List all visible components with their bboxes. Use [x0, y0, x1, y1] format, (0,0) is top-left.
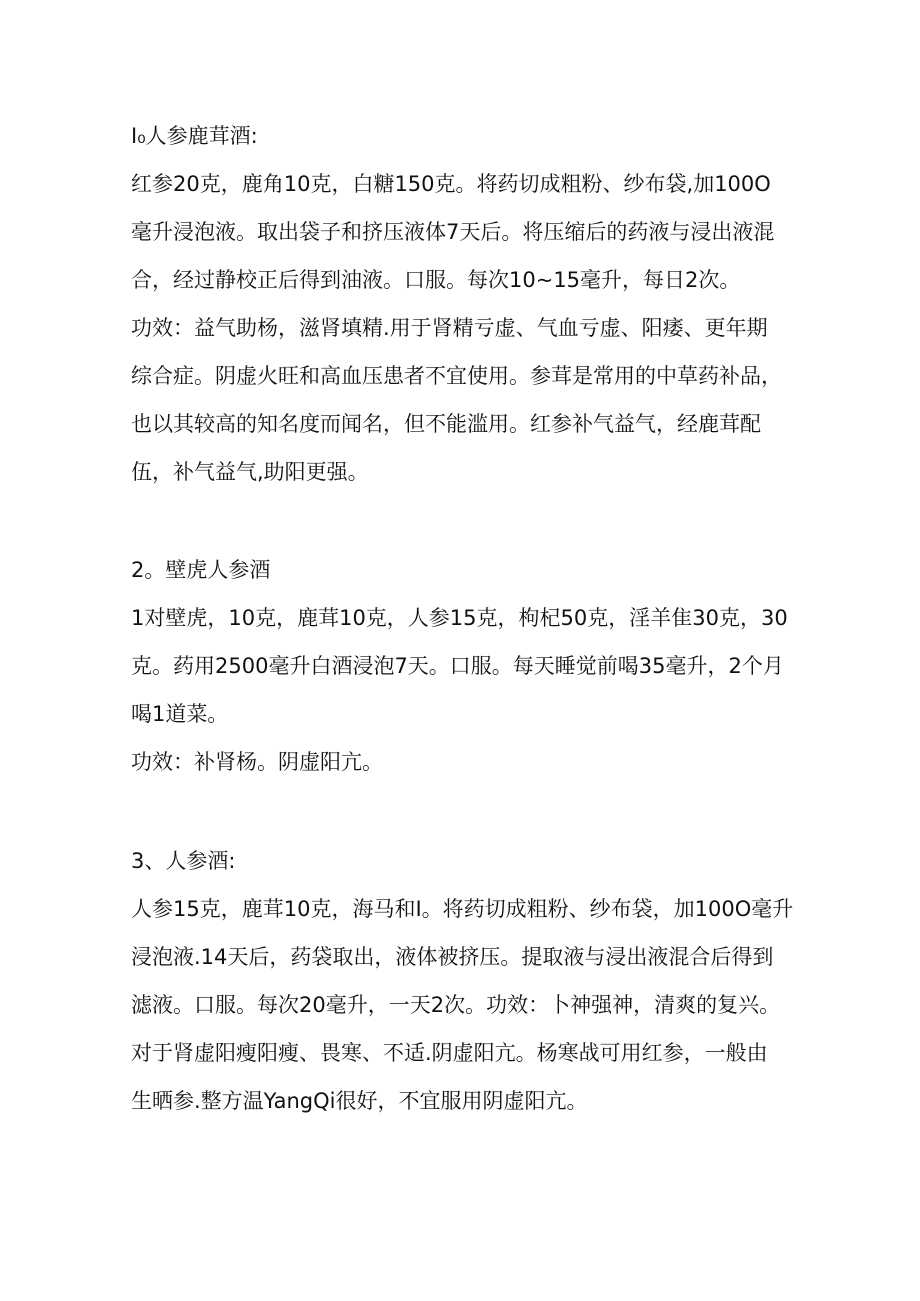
- section-title: I₀人参鹿茸酒:: [131, 124, 258, 148]
- text-line: 浸泡液.14天后，药袋取出，液体被挤压。提取液与浸出液混合后得到: [131, 945, 774, 969]
- text-line: 合，经过静校正后得到油液。口服。每次10~15毫升，每日2次。: [131, 268, 741, 292]
- text-line: 功效：补肾杨。阴虚阳亢。: [131, 750, 383, 774]
- text-line: 综合症。阴虚火旺和高血压患者不宜使用。参茸是常用的中草药补品，: [131, 364, 782, 388]
- recipe-section-3: [131, 837, 793, 1125]
- section-spacer: [131, 786, 793, 837]
- section-spacer: [131, 496, 793, 546]
- text-line: 克。药用2500毫升白酒浸泡7天。口服。每天睡觉前喝35毫升，2个月: [131, 654, 784, 678]
- text-line: 也以其较高的知名度而闻名，但不能滥用。红参补气益气，经鹿茸配: [131, 412, 761, 436]
- text-line: 滤液。口服。每次20毫升，一天2次。功效：卜神强神，清爽的复兴。: [131, 993, 781, 1017]
- recipe-section-2: [131, 546, 793, 786]
- text-line: 人参15克，鹿茸10克，海马和I。将药切成粗粉、纱布袋，加100O毫升: [131, 897, 794, 921]
- text-line: 对于肾虚阳瘦阳瘦、畏寒、不适.阴虚阳亢。杨寒战可用红参，一般由: [131, 1041, 768, 1065]
- text-line: 伍，补气益气,助阳更强。: [131, 460, 369, 484]
- section-title: 3、人参酒:: [131, 849, 236, 873]
- recipe-section-1: [131, 112, 793, 496]
- text-line: 功效：益气助杨，滋肾填精.用于肾精亏虚、气血亏虚、阳痿、更年期: [131, 316, 768, 340]
- text-line: 喝1道菜。: [131, 702, 229, 726]
- text-line: 毫升浸泡液。取出袋子和挤压液体7天后。将压缩后的药液与浸出液混: [131, 220, 775, 244]
- text-line: 红参20克，鹿角10克，白糖150克。将药切成粗粉、纱布袋,加100O: [131, 172, 771, 196]
- text-line: 生晒参.整方温YangQi很好，不宜服用阴虚阳亢。: [131, 1089, 588, 1113]
- text-line: 1对壁虎，10克，鹿茸10克，人参15克，枸杞50克，淫羊隹30克，30: [131, 606, 788, 630]
- section-title: 2。壁虎人参酒: [131, 558, 271, 582]
- document-body: [131, 112, 793, 1125]
